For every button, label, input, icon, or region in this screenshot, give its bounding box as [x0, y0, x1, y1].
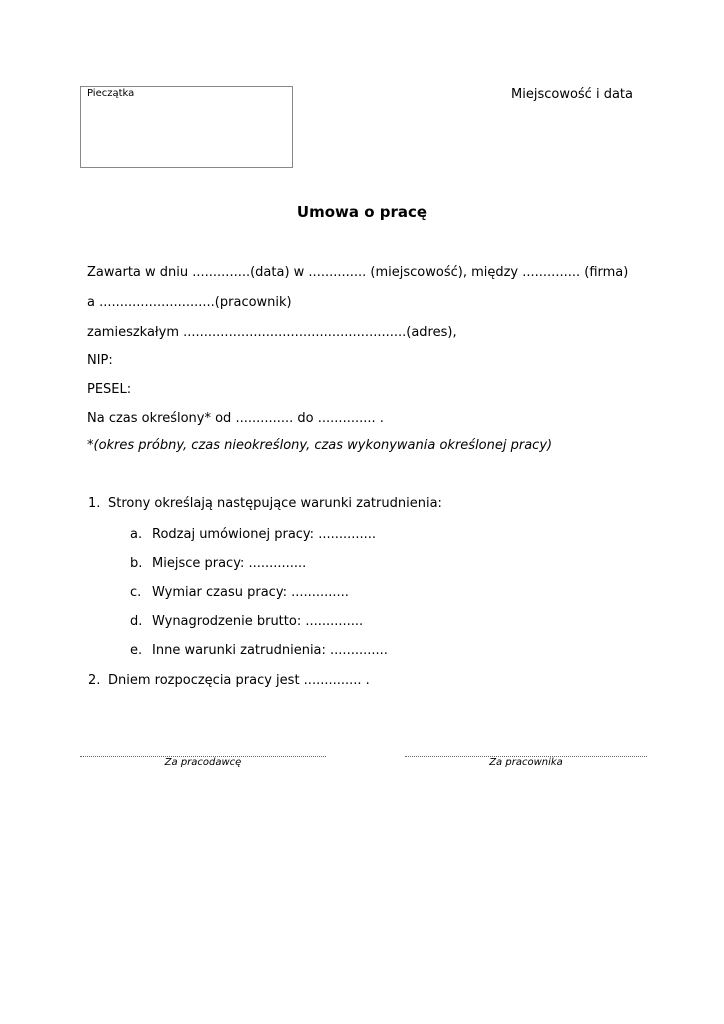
subitem-d-letter: d.	[130, 614, 143, 629]
employee-signature-label: Za pracownika	[489, 757, 563, 768]
stamp-label: Pieczątka	[87, 88, 135, 99]
subitem-c-letter: c.	[130, 585, 142, 600]
item-1-text: Strony określają następujące warunki zatrudnienia:	[108, 496, 442, 511]
term-footnote: *(okres próbny, czas nieokreślony, czas wykonywania określonej pracy)	[87, 438, 553, 453]
item-2-text: Dniem rozpoczęcia pracy jest .............. .	[108, 673, 370, 688]
employer-signature-label: Za pracodawcę	[164, 757, 242, 768]
subitem-b-letter: b.	[130, 556, 143, 571]
item-1-number: 1.	[88, 496, 101, 511]
item-2-number: 2.	[88, 673, 101, 688]
subitem-b-text: Miejsce pracy: ..............	[152, 556, 307, 571]
pesel-line: PESEL:	[87, 382, 132, 397]
subitem-e-letter: e.	[130, 643, 143, 658]
subitem-a-letter: a.	[130, 527, 143, 542]
parties-line-1: Zawarta w dniu ..............(data) w .............. (miejscowość), między .............. (firma)	[87, 265, 629, 280]
subitem-e-text: Inne warunki zatrudnienia: ..............	[152, 643, 388, 658]
subitem-c-text: Wymiar czasu pracy: ..............	[152, 585, 349, 600]
parties-line-2: a ............................(pracownik)	[87, 295, 292, 310]
contract-term-line: Na czas określony* od .............. do .............. .	[87, 411, 384, 426]
subitem-a-text: Rodzaj umówionej pracy: ..............	[152, 527, 377, 542]
stamp-box	[80, 86, 293, 168]
place-and-date-label: Miejscowość i data	[511, 87, 633, 102]
subitem-d-text: Wynagrodzenie brutto: ..............	[152, 614, 364, 629]
document-title: Umowa o pracę	[296, 203, 428, 221]
nip-line: NIP:	[87, 353, 113, 368]
address-line: zamieszkałym ......................................................(adres),	[87, 325, 457, 340]
